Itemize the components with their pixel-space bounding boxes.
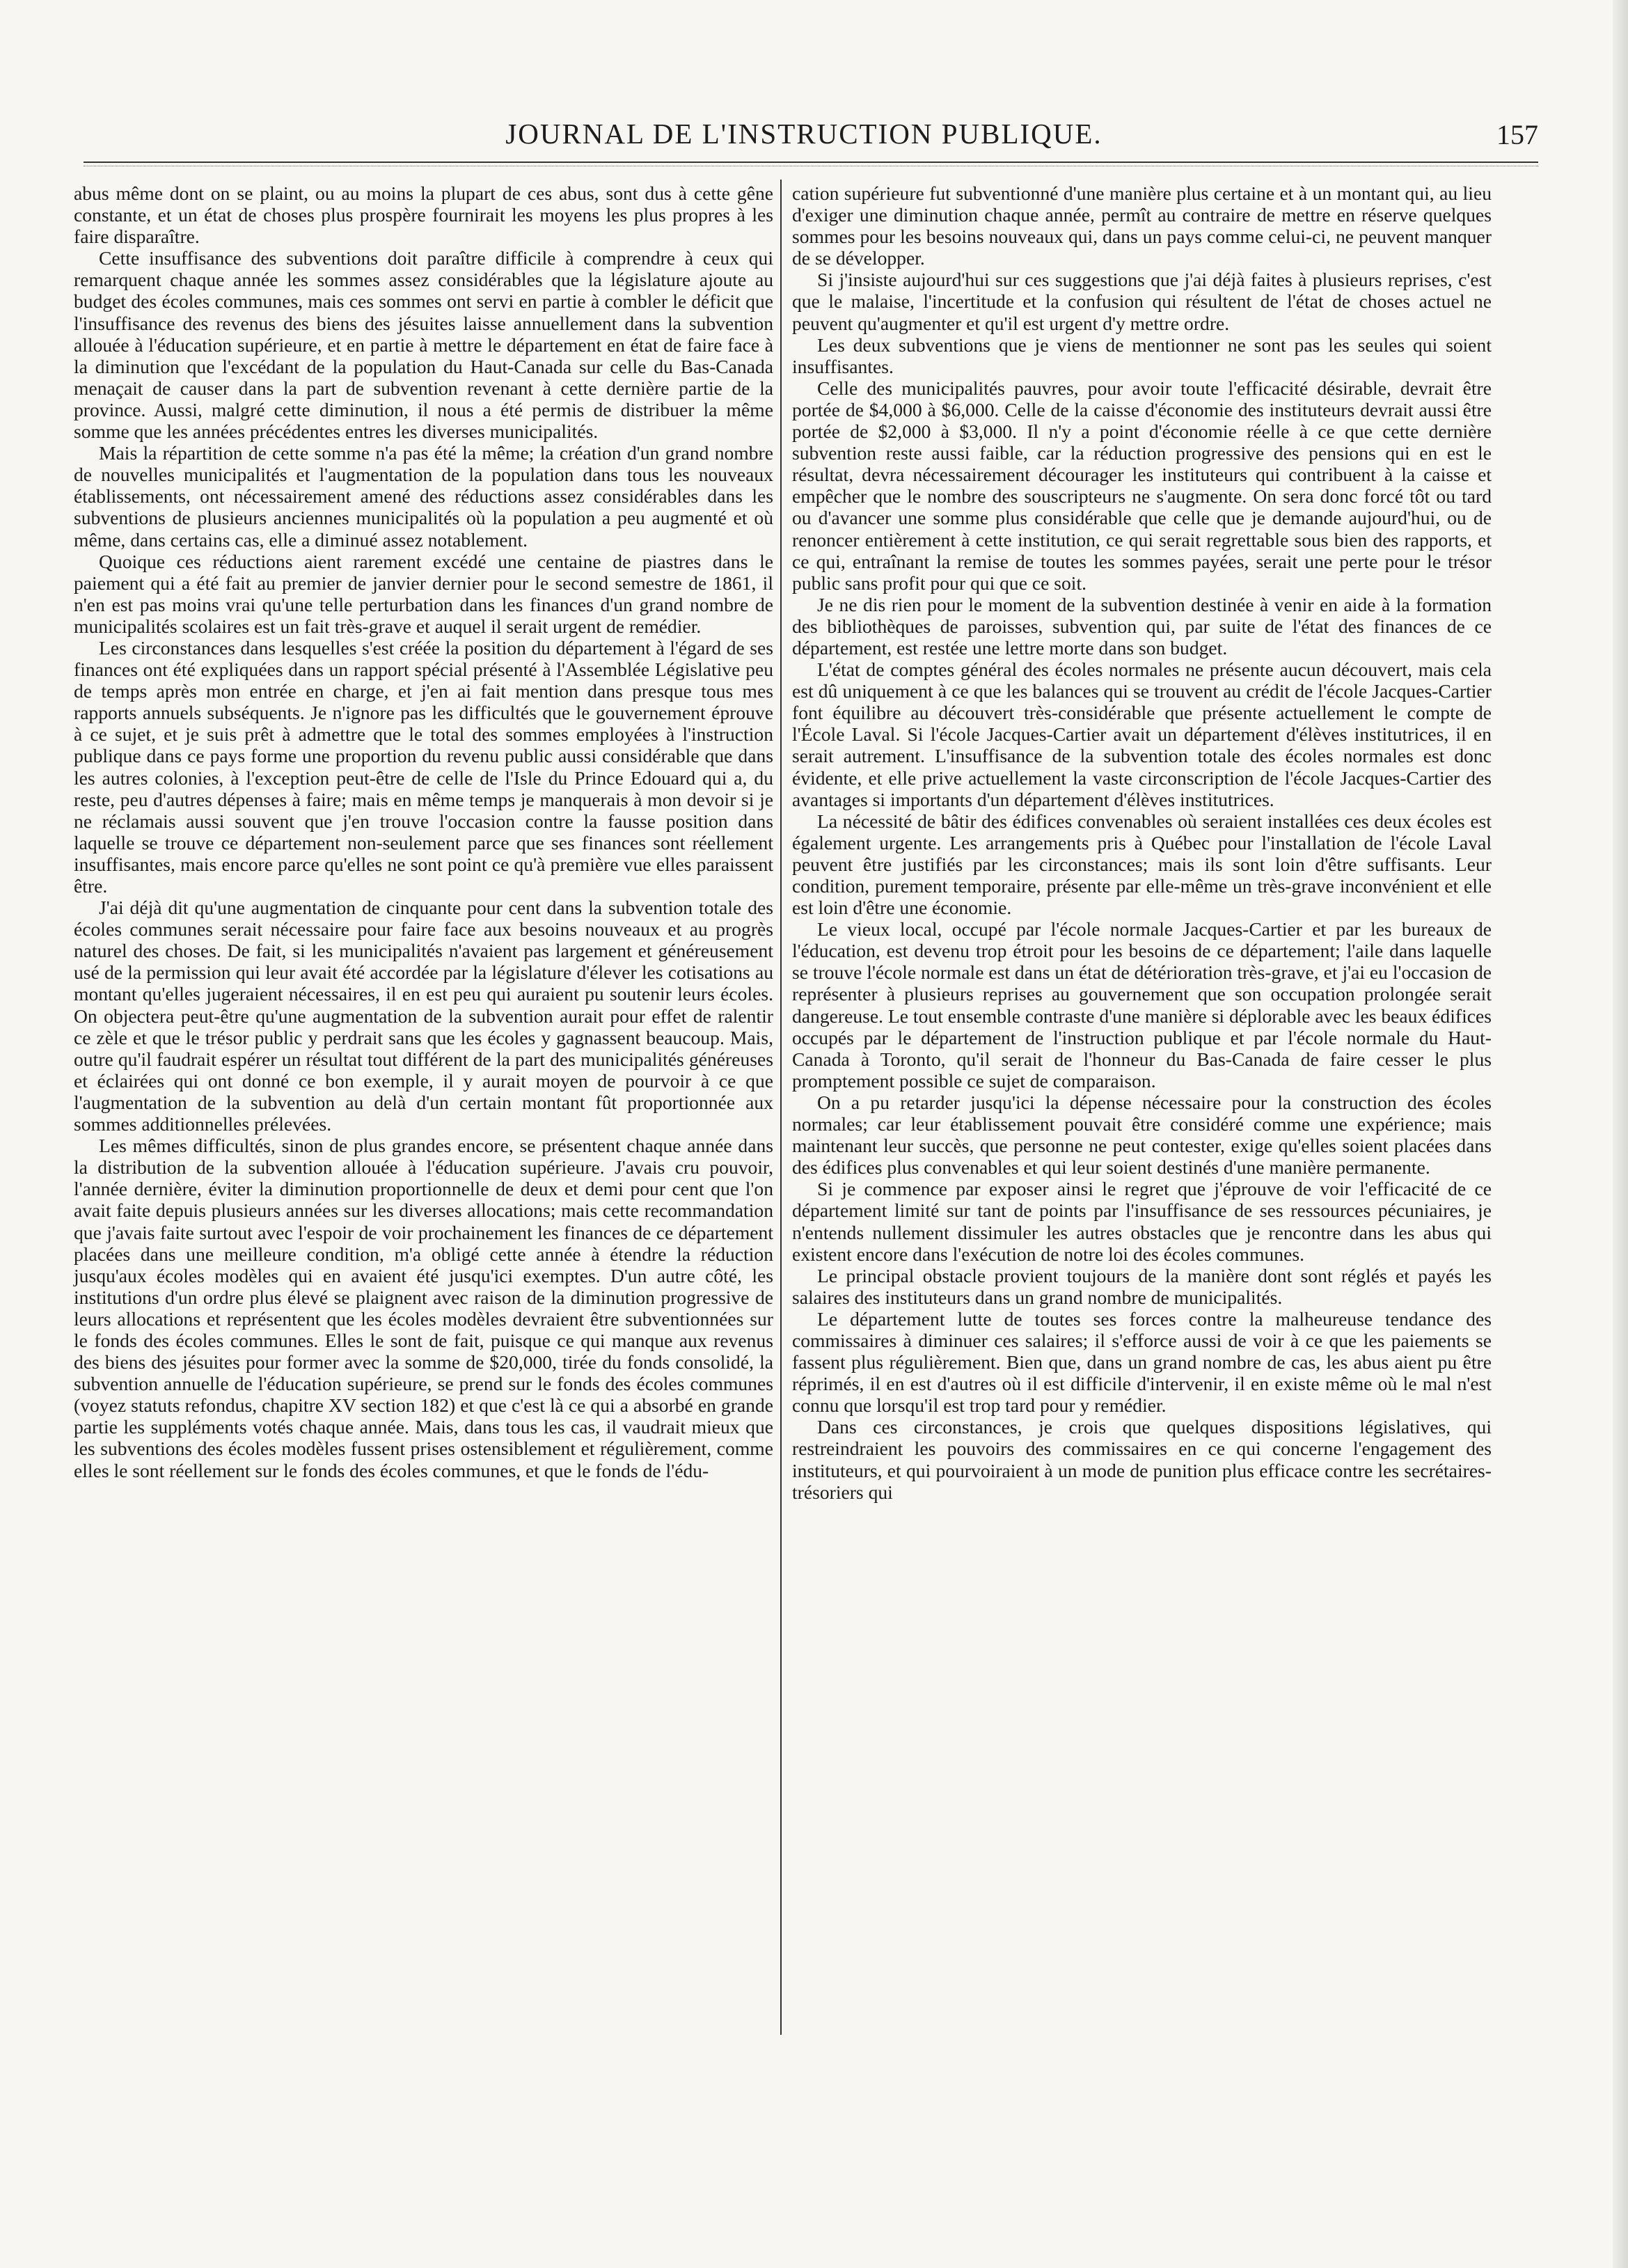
paragraph: Les mêmes difficultés, sinon de plus grandes encore, se présentent chaque année dans la distribution de la subvention allouée à l'éducation supérieure. J'avais cru pouvoir, l'année dernière, éviter la diminution proportionnelle de deux et demi pour cent que l'on avait faite depuis plusieurs années sur les diverses allocations; mais cette recommandation que j'avais faite surtout avec l'espoir de voir prochainement les finances de ce département placées dans une meilleure condition, m'a obligé cette année à étendre la réduction jusqu'aux écoles modèles qui en avaient été jusqu'ici exemptes. D'un autre côté, les institutions d'un ordre plus élevé se plaignent avec raison de la diminution progressive de leurs allocations et représentent que les écoles modèles devraient être subventionnées sur le fonds des écoles communes. Elles le sont de fait, puisque ce qui manque aux revenus des biens des jésuites pour former avec la somme de $20,000, tirée du fonds consolidé, la subvention annuelle de l'éducation supérieure, se prend sur le fonds des écoles communes (voyez statuts refondus, chapitre XV section 182) et que c'est là ce qui a absorbé en grande partie les suppléments votés chaque année. Mais, dans tous les cas, il vaudrait mieux que les subventions des écoles modèles fussent prises ostensiblement et régulièrement, comme elles le sont réellement sur le fonds des écoles communes, et que le fonds de l'édu- (74, 1135, 773, 1481)
paragraph: La nécessité de bâtir des édifices convenables où seraient installées ces deux écoles est également urgente. Les arrangements pris à Québec pour l'installation de l'école Laval peuvent être justifiés par les circonstances; mais ils sont loin d'être suffisants. Leur condition, purement temporaire, présente par elle-même un très-grave inconvénient et elle est loin d'être une économie. (792, 810, 1492, 919)
left-column (74, 182, 773, 1481)
paragraph: L'état de comptes général des écoles normales ne présente aucun découvert, mais cela est dû uniquement à ce que les balances qui se trouvent au crédit de l'école Jacques-Cartier font équilibre au découvert très-considérable que présente actuellement le compte de l'École Laval. Si l'école Jacques-Cartier avait un département d'élèves institutrices, il en serait autrement. L'insuffisance de la subvention totale des écoles normales est donc évidente, et elle prive actuellement la vaste circonscription de l'école Jacques-Cartier des avantages si importants d'un département d'élèves institutrices. (792, 659, 1492, 810)
paragraph: Celle des municipalités pauvres, pour avoir toute l'efficacité désirable, devrait être portée de $4,000 à $6,000. Celle de la caisse d'économie des instituteurs devrait aussi être portée de $2,000 à $3,000. Il n'y a point d'économie réelle à ce que cette dernière subvention reste aussi faible, car la réduction progressive des pensions qui en est le résultat, devra nécessairement décourager les instituteurs qui contribuent à la caisse et empêcher que le nombre des souscripteurs ne s'augmente. On sera donc forcé tôt ou tard ou d'avancer une somme plus considérable que celle que je demande aujourd'hui, ou de renoncer entièrement à cette institution, ce qui serait regrettable sous bien des rapports, et ce qui, entraînant la remise de toutes les sommes payées, serait une perte pour le trésor public sans profit pour qui que ce soit. (792, 377, 1492, 594)
page-number: 157 (1496, 119, 1538, 150)
paragraph: Dans ces circonstances, je crois que quelques dispositions législatives, qui restreindraient les pouvoirs des commissaires en ce qui concerne l'engagement des instituteurs, et qui pourvoiraient à un mode de punition plus efficace contre les secrétaires-trésoriers qui (792, 1416, 1492, 1503)
paragraph: Les deux subventions que je viens de mentionner ne sont pas les seules qui soient insuffisantes. (792, 333, 1492, 377)
paragraph: Si j'insiste aujourd'hui sur ces suggestions que j'ai déjà faites à plusieurs reprises, c'est que le malaise, l'incertitude et la confusion qui résultent de l'état de choses actuel ne peuvent qu'augmenter et qu'il est urgent d'y mettre ordre. (792, 269, 1492, 334)
paragraph: Mais la répartition de cette somme n'a pas été la même; la création d'un grand nombre de nouvelles municipalités et l'augmentation de la population dans tous les nouveaux établissements, ont nécessairement amené des réductions assez considérables dans les subventions de plusieurs anciennes municipalités où la population a peu augmenté et où même, dans certains cas, elle a diminué assez notablement. (74, 442, 773, 551)
paragraph: J'ai déjà dit qu'une augmentation de cinquante pour cent dans la subvention totale des écoles communes serait nécessaire pour faire face aux besoins nouveaux et au progrès naturel des choses. De fait, si les municipalités n'avaient pas largement et généreusement usé de la permission qui leur avait été accordée par la législature d'élever les cotisations au montant qu'elles jugeraient nécessaires, il en est peu qui auraient pu soutenir leurs écoles. On objectera peut-être qu'une augmentation de la subvention aurait pour effet de ralentir ce zèle et que le trésor public y perdrait sans que les écoles y gagnassent beaucoup. Mais, outre qu'il faudrait espérer un résultat tout différent de la part des municipalités généreuses et éclairées qui ont donné ce bon exemple, il y aurait moyen de pourvoir à ce que l'augmentation de la subvention au delà d'un certain montant fût proportionnée aux sommes additionnelles prélevées. (74, 897, 773, 1135)
paragraph: Cette insuffisance des subventions doit paraître difficile à comprendre à ceux qui remarquent chaque année les sommes assez considérables que la législature ajoute au budget des écoles communes, mais ces sommes ont servi en partie à combler le déficit que l'insuffisance des revenus des biens des jésuites laisse annuellement dans la subvention allouée à l'éducation supérieure, et en partie à mettre le département en état de faire face à la diminution que l'excédant de la population du Haut-Canada sur celle du Bas-Canada menaçait de causer dans la part de subvention revenant à cette dernière partie de la province. Aussi, malgré cette diminution, il nous a été permis de distribuer la même somme que les années précédentes entres les diverses municipalités. (74, 247, 773, 443)
right-column (792, 182, 1492, 1503)
paragraph: cation supérieure fut subventionné d'une manière plus certaine et à un montant qui, au lieu d'exiger une diminution chaque année, permît au contraire de mettre en réserve quelques sommes pour les besoins nouveaux qui, dans un pays comme celui-ci, ne peuvent manquer de se développer. (792, 182, 1492, 269)
paragraph: Le département lutte de toutes ses forces contre la malheureuse tendance des commissaires à diminuer ces salaires; il s'efforce aussi de voir à ce que les paiements se fassent plus régulièrement. Bien que, dans un grand nombre de cas, les abus aient pu être réprimés, il en est d'autres où il est difficile d'intervenir, il en existe même où le mal n'est connu que lorsqu'il est trop tard pour y remédier. (792, 1307, 1492, 1417)
page-header (70, 117, 1538, 157)
journal-title: JOURNAL DE L'INSTRUCTION PUBLIQUE. (505, 118, 1103, 150)
paragraph: Je ne dis rien pour le moment de la subvention destinée à venir en aide à la formation des bibliothèques de paroisses, subvention qui, par suite de l'état des finances de ce département, est restée une lettre morte dans son budget. (792, 593, 1492, 659)
paragraph: Le principal obstacle provient toujours de la manière dont sont réglés et payés les salaires des instituteurs dans un grand nombre de municipalités. (792, 1264, 1492, 1308)
paragraph: Les circonstances dans lesquelles s'est créée la position du département à l'égard de ses finances ont été expliquées dans un rapport spécial présenté à l'Assemblée Législative peu de temps après mon entrée en charge, et j'en ai fait mention dans presque tous mes rapports annuels subséquents. Je n'ignore pas les difficultés que le gouvernement éprouve à ce sujet, et je suis prêt à admettre que le total des sommes employées à l'instruction publique dans ce pays forme une proportion du revenu public aussi considérable que dans les autres colonies, à l'exception peut-être de celle de l'Isle du Prince Edouard qui a, du reste, peu d'autres dépenses à faire; mais en même temps je manquerais à mon devoir si je ne réclamais aussi souvent que j'en trouve l'occasion contre la fausse position dans laquelle se trouve ce département non-seulement parce que ses finances sont réellement insuffisantes, mais encore parce qu'elles ne sont point ce qu'à première vue elles paraissent être. (74, 636, 773, 897)
paragraph: Quoique ces réductions aient rarement excédé une centaine de piastres dans le paiement qui a été fait au premier de janvier dernier pour le second semestre de 1861, il n'en est pas moins vrai qu'une telle perturbation dans les finances d'un grand nombre de municipalités scolaires est un fait très-grave et auquel il serait urgent de remédier. (74, 550, 773, 637)
paragraph: abus même dont on se plaint, ou au moins la plupart de ces abus, sont dus à cette gêne constante, et un état de choses plus prospère fournirait les moyens les plus propres à les faire disparaître. (74, 182, 773, 248)
paragraph: Si je commence par exposer ainsi le regret que j'éprouve de voir l'efficacité de ce département limité sur tant de points par l'insuffisance de ses ressources pécuniaires, je n'entends nullement dissimuler les autres obstacles que je rencontre dans les abus qui existent encore dans l'exécution de notre loi des écoles communes. (792, 1178, 1492, 1265)
header-rule (84, 162, 1538, 163)
column-divider (780, 180, 782, 2035)
paragraph: Le vieux local, occupé par l'école normale Jacques-Cartier et par les bureaux de l'éducation, est devenu trop étroit pour les besoins de ce département; l'aile dans laquelle se trouve l'école normale est dans un état de détérioration très-grave, et j'ai eu l'occasion de représenter à plusieurs reprises au gouvernement que son occupation prolongée serait dangereuse. Le tout ensemble contraste d'une manière si déplorable avec les beaux édifices occupés par le département de l'instruction publique et par l'école normale du Haut-Canada à Toronto, qu'il serait de l'honneur du Bas-Canada de faire cesser le plus promptement possible ce sujet de comparaison. (792, 918, 1492, 1092)
page-edge-shadow (1613, 0, 1628, 2268)
paragraph: On a pu retarder jusqu'ici la dépense nécessaire pour la construction des écoles normales; car leur établissement pouvait être considéré comme une expérience; mais maintenant leur succès, que personne ne peut contester, exige qu'elles soient placées dans des édifices plus convenables et qui leur soient destinés d'une manière permanente. (792, 1091, 1492, 1179)
